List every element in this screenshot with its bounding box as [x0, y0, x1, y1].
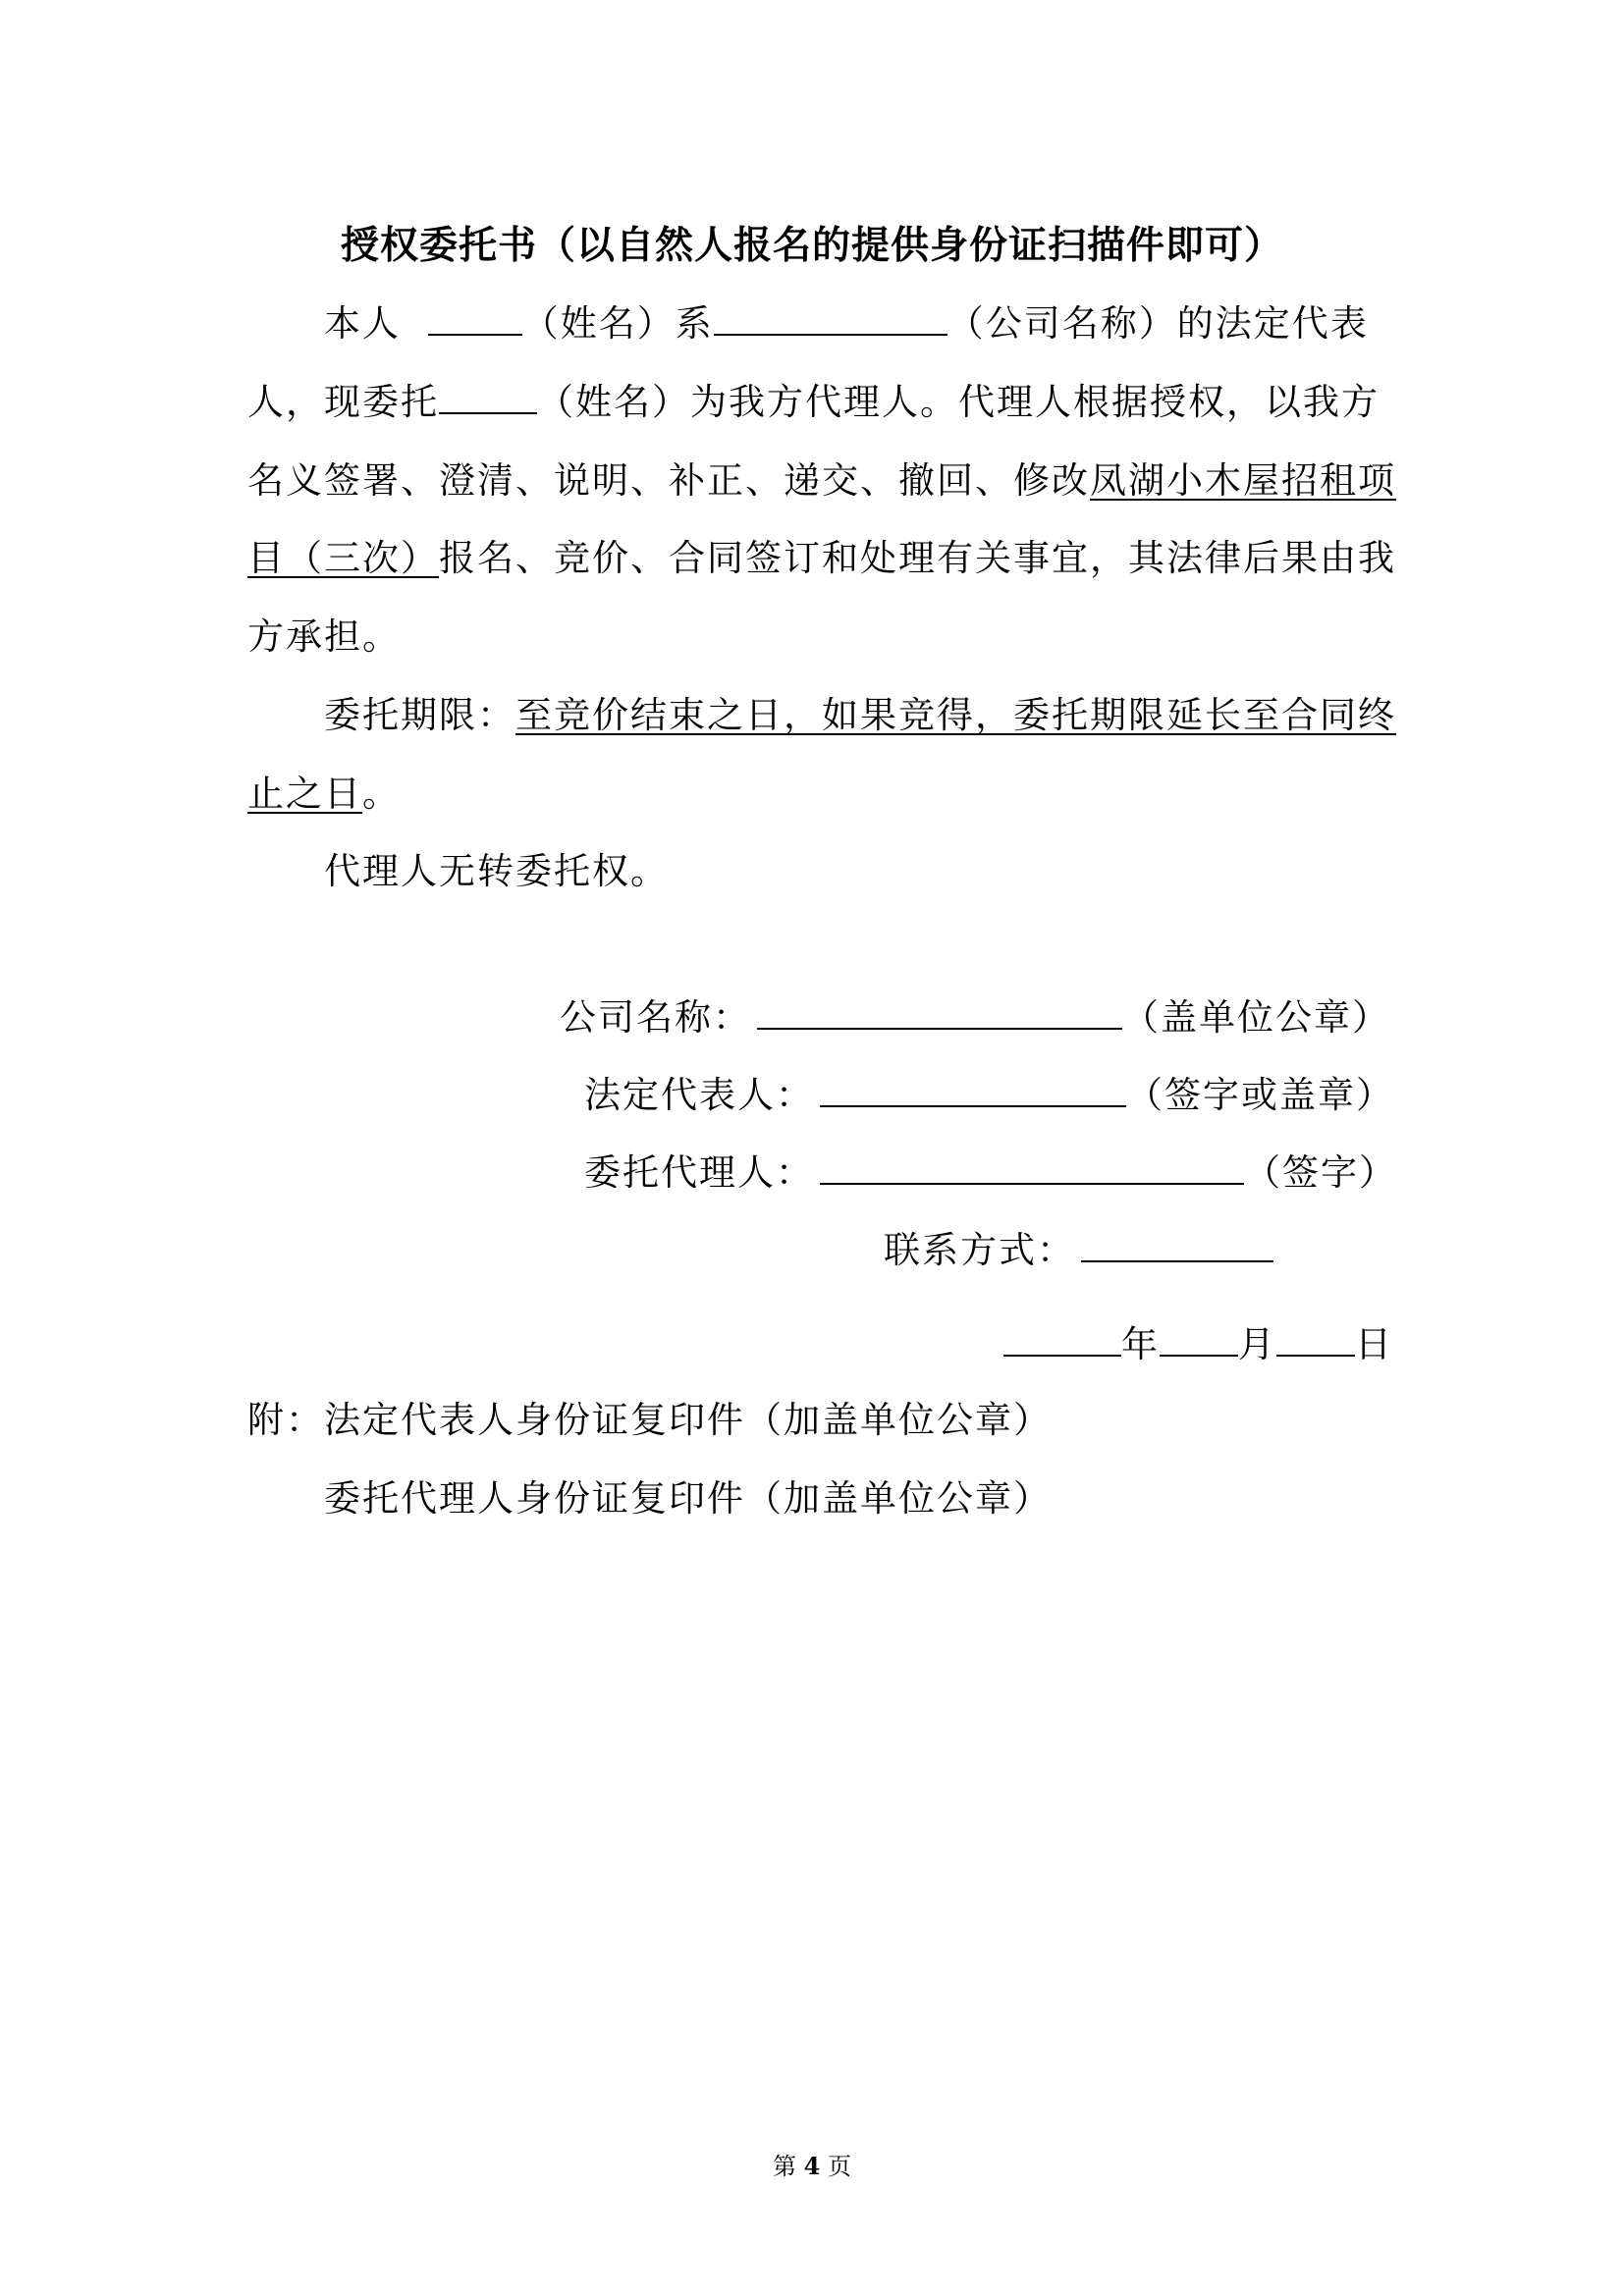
footer-prefix: 第 [773, 2153, 796, 2180]
page-footer [0, 2152, 1624, 2181]
paragraph1-line4 [247, 535, 1396, 582]
footer-suffix: 页 [827, 2153, 851, 2180]
contact-blank[interactable] [1081, 1227, 1273, 1262]
authority-scope: 名义签署、澄清、说明、补正、递交、撤回、修改 [247, 459, 1090, 502]
agent-prefix: 人，现委托 [247, 381, 439, 423]
contact-row [884, 1227, 1273, 1274]
project-name-part1: 凤湖小木屋招租项 [1090, 459, 1396, 502]
attachment-row-2 [324, 1475, 1052, 1522]
company-signature-label: 公司名称： [560, 996, 751, 1039]
agent-suffix: （姓名）为我方代理人。代理人根据授权，以我方 [537, 381, 1380, 423]
year-blank[interactable] [1003, 1321, 1121, 1357]
day-label: 日 [1355, 1323, 1393, 1365]
term-label: 委托期限： [324, 694, 515, 736]
company-name-label: （公司名称）的法定代表 [947, 302, 1369, 345]
paragraph2-line1 [324, 692, 1396, 739]
attachment-label: 附： [247, 1399, 324, 1441]
paragraph1-line1 [324, 300, 1369, 347]
principal-prefix: 本人 [324, 302, 401, 345]
no-sub-delegation: 代理人无转委托权。 [324, 850, 669, 892]
company-name-blank[interactable] [714, 300, 947, 336]
page-number: 4 [803, 2152, 821, 2180]
authority-matters: 报名、竞价、合同签订和处理有关事宜，其法律后果由我 [439, 537, 1396, 579]
contact-label: 联系方式： [884, 1229, 1075, 1271]
company-signature-row [560, 994, 1390, 1041]
date-row [1003, 1321, 1393, 1368]
attachment-row-1 [247, 1397, 1052, 1444]
day-blank[interactable] [1276, 1321, 1355, 1357]
attachment-item-1: 法定代表人身份证复印件（加盖单位公章） [324, 1399, 1052, 1441]
legal-rep-seal-note: （签字或盖章） [1126, 1074, 1394, 1116]
term-text-part2: 止之日 [247, 773, 362, 815]
company-seal-note: （盖单位公章） [1122, 996, 1390, 1039]
term-end: 。 [362, 773, 401, 815]
agent-signature-label: 委托代理人： [584, 1151, 814, 1194]
month-label: 月 [1238, 1323, 1276, 1365]
agent-sign-note: （签字） [1244, 1151, 1397, 1194]
month-blank[interactable] [1160, 1321, 1238, 1357]
term-text-part1: 至竞价结束之日，如果竞得，委托期限延长至合同终 [515, 694, 1396, 736]
document-title: 授权委托书（以自然人报名的提供身份证扫描件即可） [340, 224, 1283, 268]
paragraph1-line2 [247, 379, 1380, 426]
paragraph1-line3 [247, 457, 1396, 505]
legal-rep-signature-blank[interactable] [820, 1072, 1126, 1107]
paragraph1-line5: 方承担。 [247, 615, 401, 658]
company-signature-blank[interactable] [757, 994, 1122, 1030]
legal-rep-signature-label: 法定代表人： [584, 1074, 814, 1116]
legal-rep-signature-row [584, 1072, 1394, 1119]
paragraph2-line2 [247, 771, 401, 818]
agent-name-blank[interactable] [439, 379, 537, 414]
project-name-part2: 目（三次） [247, 537, 439, 579]
principal-name-label: （姓名）系 [521, 302, 714, 345]
attachment-item-2: 委托代理人身份证复印件（加盖单位公章） [324, 1477, 1052, 1520]
principal-name-blank[interactable] [428, 300, 522, 336]
agent-signature-blank[interactable] [820, 1149, 1244, 1185]
agent-signature-row [584, 1149, 1397, 1197]
year-label: 年 [1121, 1323, 1160, 1365]
